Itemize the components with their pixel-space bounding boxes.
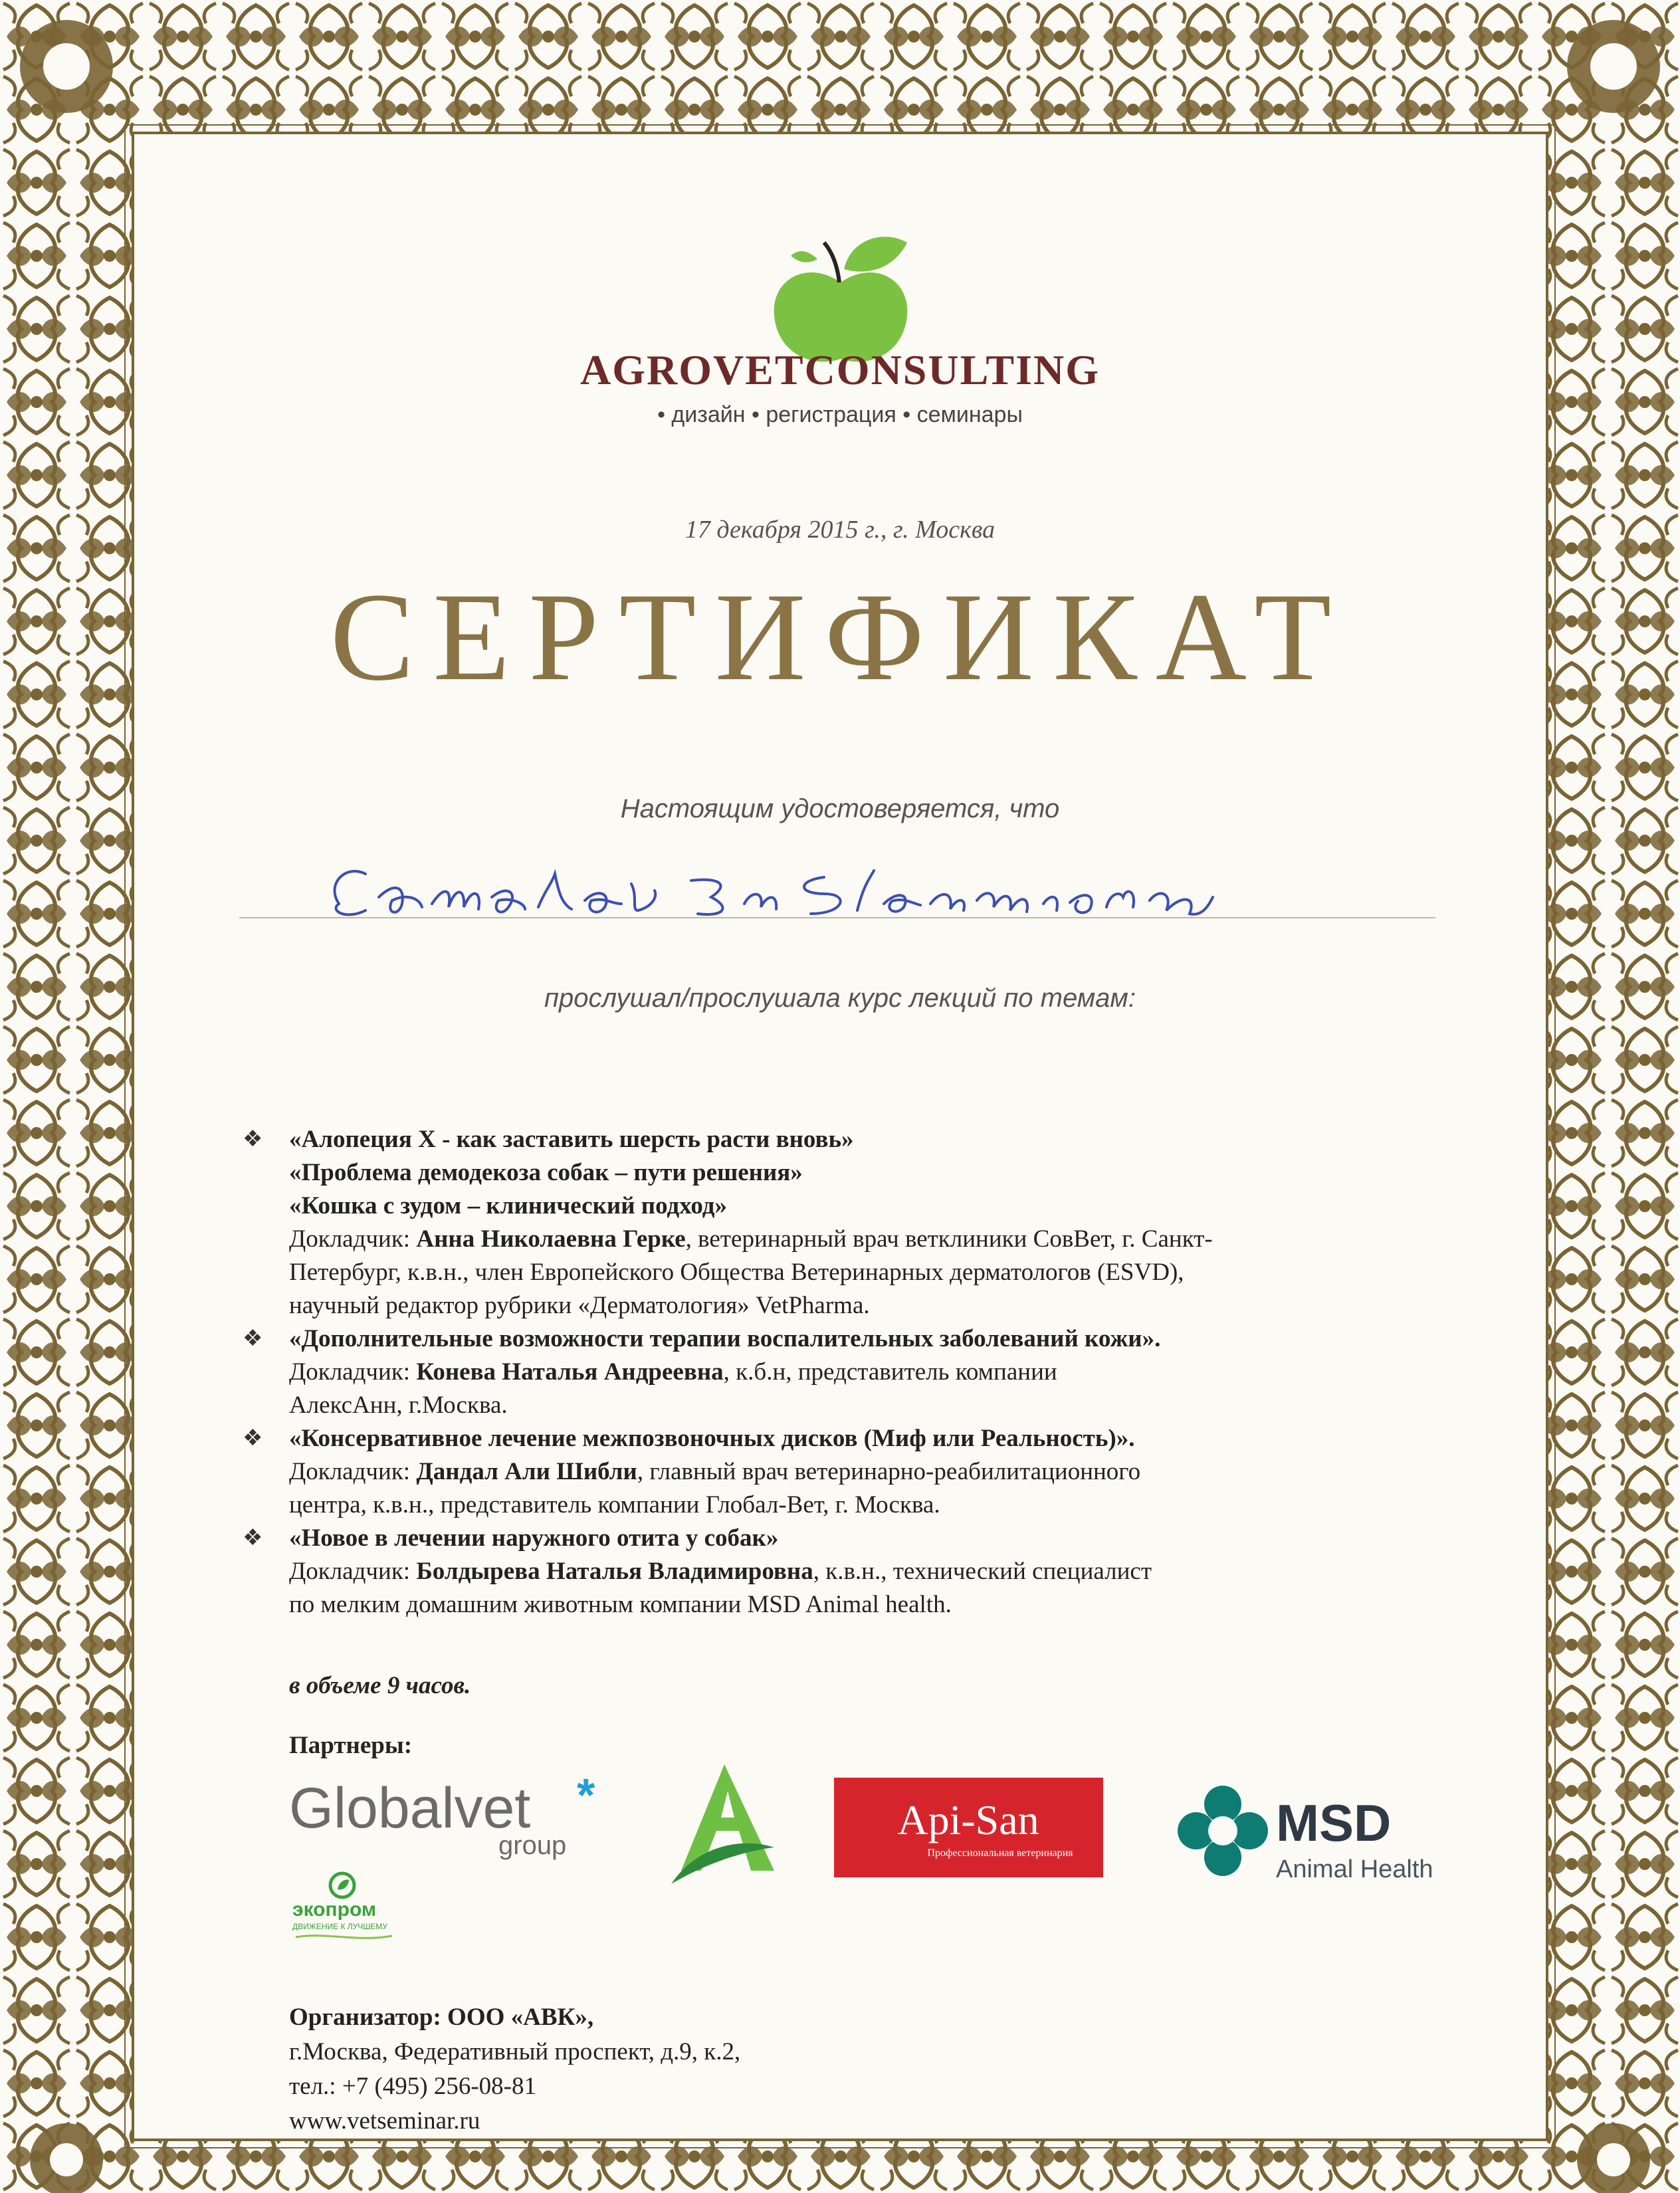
ekoprom-name: экопром — [292, 1899, 377, 1921]
speaker-name: Болдырева Наталья Владимировна — [416, 1558, 813, 1585]
bullet-icon: ❖ — [243, 1127, 263, 1152]
lecture-speaker — [289, 1555, 1459, 1588]
bullet-icon: ❖ — [243, 1526, 263, 1550]
asterisk-icon: * — [577, 1774, 595, 1821]
api-san-logo — [834, 1778, 1103, 1877]
speaker-details: научный редактор рубрики «Дерматология» VetPharma. — [289, 1292, 870, 1319]
lecture-title: «Проблема демодекоза собак – пути решения» — [289, 1159, 803, 1186]
lecture-speaker — [289, 1455, 1459, 1489]
api-san-name: Api-San — [897, 1796, 1039, 1843]
brand-name: AGROVETCONSULTING — [579, 346, 1101, 393]
lecture-item — [243, 1123, 1459, 1322]
speaker-details: Петербург, к.в.н., член Европейского Общества Ветеринарных дерматологов (ESVD), — [289, 1259, 1184, 1286]
organizer-address: г.Москва, Федеративный проспект, д.9, к.2, — [289, 2038, 741, 2065]
organizer-name: Организатор: ООО «АВК», — [289, 2004, 594, 2031]
globalvet-group: group — [498, 1831, 567, 1860]
speaker-name: Анна Николаевна Герке — [416, 1225, 686, 1253]
speaker-name: Дандал Али Шибли — [416, 1458, 637, 1485]
organizer-block — [289, 2000, 740, 2139]
speaker-details: по мелким домашним животным компании MSD Animal health. — [289, 1591, 952, 1618]
msd-tagline: Animal Health — [1276, 1855, 1433, 1883]
recipient-signature — [319, 857, 1249, 930]
lecture-list — [243, 1123, 1459, 1621]
speaker-name: Конева Наталья Андреевна — [416, 1358, 724, 1386]
organizer-phone: тел.: +7 (495) 256-08-81 — [289, 2073, 536, 2100]
page-title: СЕРТИФИКАТ — [330, 568, 1350, 707]
organizer-website[interactable]: www.vetseminar.ru — [289, 2107, 480, 2135]
lecture-item — [243, 1322, 1459, 1422]
msd-name: MSD — [1276, 1794, 1392, 1852]
lecture-title: «Новое в лечении наружного отита у собак» — [289, 1524, 779, 1552]
lecture-speaker — [289, 1356, 1459, 1389]
speaker-details: , к.б.н, представитель компании — [723, 1358, 1057, 1386]
certificate-date: 17 декабря 2015 г., г. Москва — [684, 516, 996, 544]
a-letter-logo-icon — [665, 1764, 778, 1891]
brand-tagline: • дизайн • регистрация • семинары — [657, 402, 1023, 427]
speaker-label: Докладчик: — [289, 1358, 417, 1386]
name-underline — [239, 917, 1435, 918]
speaker-details: , к.в.н., технический специалист — [813, 1558, 1152, 1585]
globalvet-logo — [286, 1774, 618, 1861]
speaker-details: центра, к.в.н., представитель компании Глобал-Вет, г. Москва. — [289, 1491, 940, 1518]
lecture-title: «Консервативное лечение межпозвоночных дисков (Миф или Реальность)». — [289, 1425, 1135, 1452]
lecture-item — [243, 1422, 1459, 1522]
lecture-speaker — [289, 1223, 1459, 1256]
bullet-icon: ❖ — [243, 1326, 263, 1351]
lecture-title: «Алопеция X - как заставить шерсть расти вновь» — [289, 1126, 854, 1153]
speaker-label: Докладчик: — [289, 1458, 417, 1485]
globalvet-name: Globalvet — [289, 1776, 531, 1840]
certify-intro: Настоящим удостоверяется, что — [620, 794, 1060, 823]
lecture-item — [243, 1522, 1459, 1621]
course-volume: в объеме 9 часов. — [289, 1672, 471, 1699]
speaker-details: , ветеринарный врач ветклиники СовВет, г. Санкт- — [685, 1225, 1213, 1253]
speaker-details: , главный врач ветеринарно-реабилитационного — [637, 1458, 1141, 1485]
speaker-label: Докладчик: — [289, 1225, 417, 1253]
ekoprom-logo — [286, 1871, 405, 1944]
lecture-title: «Кошка с зудом – клинический подход» — [289, 1192, 727, 1219]
api-san-tagline: Профессиональная ветеринария — [927, 1847, 1073, 1859]
speaker-details: АлексАнн, г.Москва. — [289, 1392, 508, 1419]
lecture-title: «Дополнительные возможности терапии воспалительных заболеваний кожи». — [289, 1325, 1161, 1352]
course-completed-text: прослушал/прослушала курс лекций по темам: — [544, 984, 1136, 1013]
partners-heading: Партнеры: — [289, 1732, 413, 1759]
msd-logo — [1176, 1778, 1462, 1891]
ekoprom-tagline: ДВИЖЕНИЕ К ЛУЧШЕМУ — [292, 1922, 387, 1931]
speaker-label: Докладчик: — [289, 1558, 417, 1585]
bullet-icon: ❖ — [243, 1426, 263, 1451]
